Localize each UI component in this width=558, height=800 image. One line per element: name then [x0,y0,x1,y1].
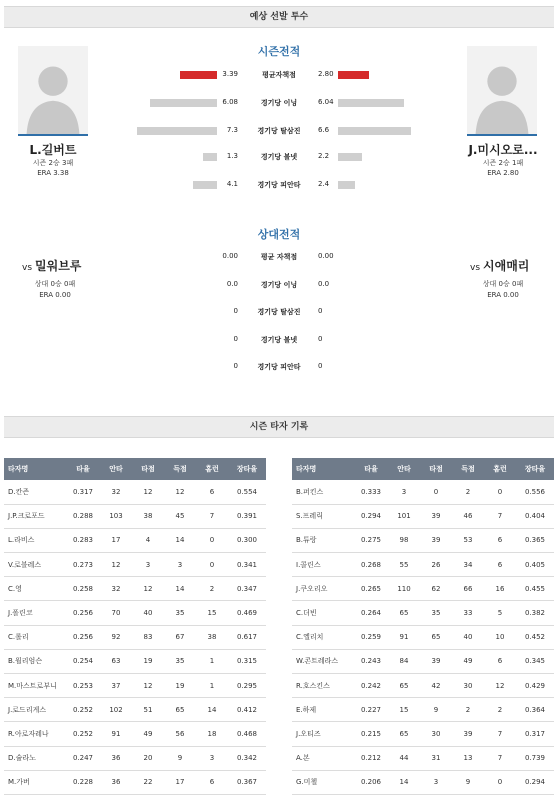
stat-cell: 0.212 [354,746,388,770]
stat-cell: 110 [388,577,420,601]
stat-cell: 6 [484,553,516,577]
stat-cell: 7 [484,504,516,528]
table-row[interactable] [292,528,554,552]
column-header[interactable]: 타점 [132,458,164,480]
stat-cell: 63 [100,649,132,673]
batter-name[interactable]: C.영 [4,577,66,601]
stat-cell: 84 [388,649,420,673]
stat-cell: 0.206 [354,770,388,794]
stat-cell: 0.258 [66,577,100,601]
batter-name[interactable]: C.더빈 [292,601,354,625]
batter-name[interactable]: G.미첼 [292,770,354,794]
batter-name[interactable]: D.슐라노 [4,746,66,770]
stat-cell: 10 [484,625,516,649]
batter-name[interactable]: B.윌리엄슨 [4,649,66,673]
batter-record-header: 시즌 타자 기록 [4,416,554,438]
stat-cell: 0.341 [228,553,266,577]
right-batter-table [292,458,554,795]
left-stat-value: 3.39 [222,70,238,78]
stat-cell: 3 [132,553,164,577]
right-vs-value: 0 [318,335,323,343]
left-pitcher-record: 시즌 2승 3패 [32,159,74,167]
right-vs-era: ERA 0.00 [487,291,519,299]
table-row[interactable] [4,504,266,528]
vs-label: vs [470,263,481,273]
right-stat-value: 2.2 [318,152,330,160]
stat-cell: 0.333 [354,480,388,504]
stat-cell: 35 [164,601,196,625]
right-stat-bar [338,71,369,79]
table-row[interactable] [4,553,266,577]
stat-cell: 3 [164,553,196,577]
stat-cell: 19 [132,649,164,673]
left-vs-value: 0 [233,362,238,370]
stat-cell: 0.554 [228,480,266,504]
table-row[interactable] [292,504,554,528]
right-stat-value: 2.4 [318,180,330,188]
stat-cell: 0.382 [516,601,554,625]
stat-cell: 17 [100,528,132,552]
batter-name[interactable]: J.폴린코 [4,601,66,625]
stat-cell: 30 [420,722,452,746]
stat-cell: 0.259 [354,625,388,649]
batter-name[interactable]: E.하제 [292,698,354,722]
table-row[interactable] [292,480,554,504]
stat-cell: 98 [388,528,420,552]
column-header[interactable]: 홈런 [196,458,228,480]
left-vs-record: 상대 0승 0패 [34,280,76,288]
stat-cell: 0.345 [516,649,554,673]
table-row[interactable] [292,601,554,625]
right-vs-team-name: 시애매리 [483,259,530,273]
stat-cell: 65 [420,625,452,649]
stat-cell: 0.252 [66,698,100,722]
column-header[interactable]: 타율 [66,458,100,480]
table-row[interactable] [4,674,266,698]
table-row[interactable] [4,770,266,794]
left-stat-bar [150,99,217,107]
stat-cell: 0 [196,528,228,552]
batter-name[interactable]: A.본 [292,746,354,770]
left-pitcher-avatar [18,46,88,136]
stat-cell: 66 [452,577,484,601]
stat-label: 경기당 볼넷 [260,153,298,161]
stat-cell: 0.252 [66,722,100,746]
season-record-title: 시즌전적 [257,45,301,58]
stat-cell: 7 [196,504,228,528]
table-row[interactable] [4,577,266,601]
stat-cell: 0.283 [66,528,100,552]
person-silhouette-icon [18,46,88,134]
stat-cell: 0.254 [66,649,100,673]
stat-cell: 36 [100,770,132,794]
person-silhouette-icon [467,46,537,134]
left-stat-bar [137,127,217,135]
batter-name[interactable]: V.로블레스 [4,553,66,577]
stat-cell: 14 [164,528,196,552]
stat-cell: 14 [196,698,228,722]
season-stat-row [0,124,558,138]
stat-cell: 0.265 [354,577,388,601]
column-header[interactable]: 득점 [164,458,196,480]
stat-cell: 0.412 [228,698,266,722]
stat-cell: 12 [132,674,164,698]
left-stat-value: 7.3 [226,126,238,134]
stat-cell: 6 [484,649,516,673]
stat-cell: 14 [164,577,196,601]
table-row[interactable] [4,722,266,746]
stat-cell: 0.275 [354,528,388,552]
stat-cell: 70 [100,601,132,625]
stat-cell: 0.247 [66,746,100,770]
stat-cell: 20 [132,746,164,770]
stat-cell: 1 [196,649,228,673]
stat-cell: 0.253 [66,674,100,698]
table-row[interactable] [292,649,554,673]
stat-cell: 16 [484,577,516,601]
stat-cell: 15 [388,698,420,722]
stat-cell: 2 [452,698,484,722]
table-row[interactable] [4,601,266,625]
column-header[interactable]: 타자명 [292,458,354,480]
stat-cell: 36 [100,746,132,770]
stat-cell: 9 [420,698,452,722]
stat-label: 경기당 피안타 [257,181,301,189]
stat-cell: 39 [420,504,452,528]
batter-name[interactable]: J.P.크로포드 [4,504,66,528]
stat-cell: 3 [388,480,420,504]
stat-cell: 0.215 [354,722,388,746]
column-header[interactable]: 홈런 [484,458,516,480]
stat-cell: 0.273 [66,553,100,577]
right-stat-value: 6.04 [318,98,334,106]
stat-cell: 33 [452,601,484,625]
stat-cell: 34 [452,553,484,577]
stat-cell: 0.317 [516,722,554,746]
stat-cell: 4 [132,528,164,552]
stat-cell: 42 [420,674,452,698]
right-vs-record: 상대 0승 0패 [482,280,524,288]
batter-name[interactable]: M.마스트로부니 [4,674,66,698]
stat-cell: 35 [164,649,196,673]
vs-stat-row [0,360,558,374]
column-header[interactable]: 타율 [354,458,388,480]
vs-stat-row [0,278,558,292]
vs-label: vs [22,263,33,273]
left-vs-value: 0.0 [226,280,238,288]
stat-cell: 0.469 [228,601,266,625]
right-vs-value: 0.00 [318,252,334,260]
stat-cell: 0.429 [516,674,554,698]
right-stat-value: 6.6 [318,126,330,134]
stat-cell: 39 [452,722,484,746]
column-header[interactable]: 타자명 [4,458,66,480]
stat-cell: 53 [452,528,484,552]
stat-cell: 0.391 [228,504,266,528]
stat-cell: 12 [132,577,164,601]
stat-cell: 38 [132,504,164,528]
stat-cell: 65 [388,601,420,625]
column-header[interactable]: 장타율 [516,458,554,480]
stat-cell: 101 [388,504,420,528]
column-header[interactable]: 안타 [100,458,132,480]
right-vs-value: 0.0 [318,280,330,288]
stat-cell: 56 [164,722,196,746]
vs-stat-row [0,333,558,347]
batter-name[interactable]: C.옐리치 [292,625,354,649]
stat-cell: 0.317 [66,480,100,504]
stat-cell: 12 [484,674,516,698]
stat-cell: 103 [100,504,132,528]
right-pitcher-record: 시즌 2승 1패 [482,159,524,167]
stat-cell: 51 [132,698,164,722]
left-stat-value: 1.3 [226,152,238,160]
stat-cell: 0.268 [354,553,388,577]
stat-cell: 0.243 [354,649,388,673]
stat-cell: 0.288 [66,504,100,528]
stat-cell: 0.242 [354,674,388,698]
left-batter-table [4,458,266,795]
left-vs-value: 0 [233,335,238,343]
right-pitcher-avatar [467,46,537,136]
table-row[interactable] [292,625,554,649]
stat-cell: 2 [452,480,484,504]
stat-cell: 0.294 [354,504,388,528]
stat-cell: 0.228 [66,770,100,794]
stat-cell: 0.256 [66,625,100,649]
stat-cell: 0 [420,480,452,504]
starting-pitcher-header: 예상 선발 투수 [4,6,554,28]
left-vs-value: 0.00 [222,252,238,260]
stat-cell: 14 [388,770,420,794]
stat-cell: 2 [484,698,516,722]
batter-name[interactable]: B.퍼킨스 [292,480,354,504]
stat-cell: 39 [420,649,452,673]
batter-name[interactable]: B.튜랑 [292,528,354,552]
batter-name[interactable]: J.쿠오리오 [292,577,354,601]
stat-cell: 65 [388,722,420,746]
stat-cell: 0.300 [228,528,266,552]
season-stat-row [0,68,558,82]
left-pitcher-name[interactable]: L.길버트 [29,143,77,157]
table-row[interactable] [292,746,554,770]
stat-cell: 6 [196,480,228,504]
stat-cell: 49 [452,649,484,673]
stat-cell: 65 [164,698,196,722]
table-header-row [4,458,266,480]
stat-cell: 35 [420,601,452,625]
left-vs-value: 0 [233,307,238,315]
stat-cell: 39 [420,528,452,552]
stat-cell: 12 [100,553,132,577]
stat-cell: 12 [164,480,196,504]
head-to-head-title: 상대전적 [257,228,301,241]
stat-cell: 0.295 [228,674,266,698]
stat-label: 평균 자책점 [260,253,298,261]
right-pitcher-era: ERA 2.80 [487,169,519,177]
left-stat-value: 6.08 [222,98,238,106]
stat-cell: 30 [452,674,484,698]
stat-cell: 3 [196,746,228,770]
stat-cell: 19 [164,674,196,698]
stat-cell: 6 [196,770,228,794]
stat-cell: 0 [484,480,516,504]
batter-name[interactable]: C.롤리 [4,625,66,649]
stat-cell: 0.256 [66,601,100,625]
stat-cell: 38 [196,625,228,649]
batter-name[interactable]: W.콘트레라스 [292,649,354,673]
right-stat-bar [338,181,355,189]
vs-stat-row [0,250,558,264]
stat-label: 경기당 볼넷 [260,336,298,344]
stat-cell: 55 [388,553,420,577]
table-row[interactable] [4,746,266,770]
stat-cell: 91 [388,625,420,649]
stat-cell: 37 [100,674,132,698]
stat-cell: 0.556 [516,480,554,504]
column-header[interactable]: 타점 [420,458,452,480]
column-header[interactable]: 장타율 [228,458,266,480]
season-stat-row [0,96,558,110]
stat-cell: 0.367 [228,770,266,794]
left-vs-team-name: 밀워브루 [35,259,82,273]
batter-name[interactable]: I.콜린스 [292,553,354,577]
stat-cell: 0.617 [228,625,266,649]
stat-cell: 9 [164,746,196,770]
right-vs-value: 0 [318,362,323,370]
stat-cell: 40 [452,625,484,649]
table-row[interactable] [292,577,554,601]
stat-cell: 26 [420,553,452,577]
stat-cell: 6 [484,528,516,552]
stat-cell: 92 [100,625,132,649]
stat-cell: 2 [196,577,228,601]
stat-cell: 32 [100,480,132,504]
stat-cell: 83 [132,625,164,649]
stat-cell: 0.315 [228,649,266,673]
stat-cell: 91 [100,722,132,746]
stat-cell: 5 [484,601,516,625]
stat-cell: 18 [196,722,228,746]
batter-name[interactable]: J.로드리게스 [4,698,66,722]
table-row[interactable] [292,674,554,698]
stat-cell: 0.342 [228,746,266,770]
stat-cell: 7 [484,722,516,746]
right-stat-bar [338,153,362,161]
batter-name[interactable]: R.아로자레나 [4,722,66,746]
stat-cell: 45 [164,504,196,528]
stat-cell: 0.452 [516,625,554,649]
table-row[interactable] [292,553,554,577]
batter-name[interactable]: D.칸즌 [4,480,66,504]
vs-stat-row [0,305,558,319]
stat-cell: 0.364 [516,698,554,722]
column-header[interactable]: 득점 [452,458,484,480]
stat-cell: 0 [484,770,516,794]
stat-cell: 0.347 [228,577,266,601]
stat-cell: 17 [164,770,196,794]
stat-cell: 7 [484,746,516,770]
left-pitcher-era: ERA 3.38 [37,169,69,177]
stat-cell: 22 [132,770,164,794]
stat-cell: 12 [132,480,164,504]
table-row[interactable] [4,698,266,722]
stat-cell: 13 [452,746,484,770]
stat-cell: 102 [100,698,132,722]
stat-cell: 44 [388,746,420,770]
stat-label: 평균자책점 [262,71,296,79]
stat-cell: 0.365 [516,528,554,552]
stat-cell: 40 [132,601,164,625]
batter-name[interactable]: J.오티즈 [292,722,354,746]
stat-cell: 0.264 [354,601,388,625]
table-row[interactable] [292,722,554,746]
right-stat-bar [338,127,411,135]
stat-label: 경기당 이닝 [260,281,298,289]
stat-cell: 0.227 [354,698,388,722]
stat-cell: 49 [132,722,164,746]
stat-cell: 1 [196,674,228,698]
right-vs-value: 0 [318,307,323,315]
right-pitcher-name[interactable]: J.미시오로... [468,143,538,157]
batter-name[interactable]: R.호스킨스 [292,674,354,698]
stat-label: 경기당 탈삼진 [257,127,301,135]
stat-cell: 0.468 [228,722,266,746]
stat-cell: 62 [420,577,452,601]
stat-cell: 0.405 [516,553,554,577]
season-stat-row [0,178,558,192]
stat-cell: 15 [196,601,228,625]
table-row[interactable] [4,649,266,673]
table-row[interactable] [4,528,266,552]
batter-name[interactable]: S.프레릭 [292,504,354,528]
stat-label: 경기당 탈삼진 [257,308,301,316]
stat-cell: 0.404 [516,504,554,528]
stat-cell: 9 [452,770,484,794]
batter-name[interactable]: M.가버 [4,770,66,794]
right-stat-bar [338,99,404,107]
table-row[interactable] [292,770,554,794]
table-row[interactable] [292,698,554,722]
stat-cell: 0.294 [516,770,554,794]
left-stat-value: 4.1 [226,180,238,188]
stat-cell: 0.455 [516,577,554,601]
stat-cell: 31 [420,746,452,770]
column-header[interactable]: 안타 [388,458,420,480]
stat-cell: 0 [196,553,228,577]
stat-cell: 65 [388,674,420,698]
stat-cell: 3 [420,770,452,794]
stat-cell: 46 [452,504,484,528]
table-header-row [292,458,554,480]
season-stat-row [0,150,558,164]
stat-cell: 32 [100,577,132,601]
stat-label: 경기당 피안타 [257,363,301,371]
batter-name[interactable]: L.라비스 [4,528,66,552]
table-row[interactable] [4,625,266,649]
right-stat-value: 2.80 [318,70,334,78]
table-row[interactable] [4,480,266,504]
left-vs-era: ERA 0.00 [39,291,71,299]
stat-cell: 67 [164,625,196,649]
stat-cell: 0.739 [516,746,554,770]
stat-label: 경기당 이닝 [260,99,298,107]
